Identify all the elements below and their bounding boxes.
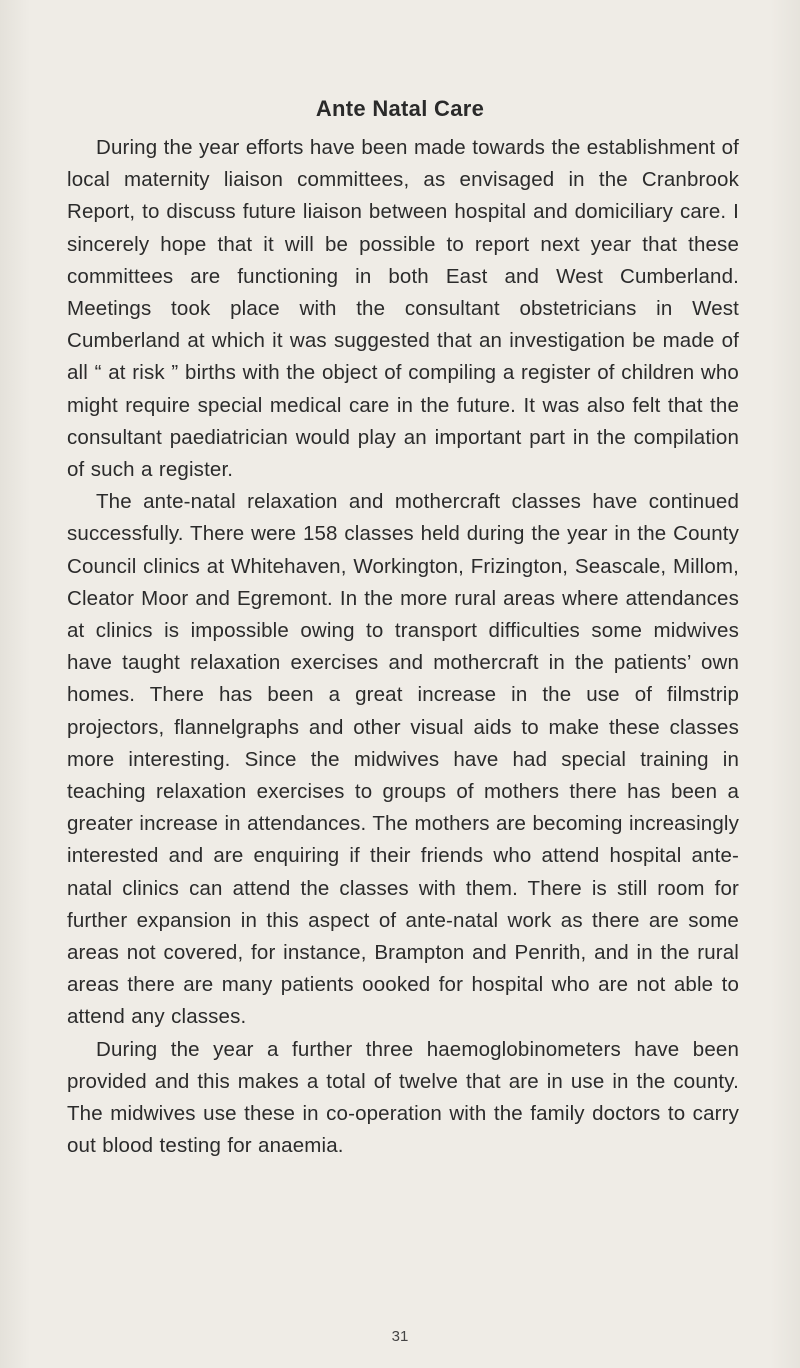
section-heading: Ante Natal Care <box>315 96 485 121</box>
paragraph-relaxation-classes: The ante-natal relaxation and mothercraft classes have continued successfully. There were 158 classes held during the year in the County Council clinics at Whitehaven, Workington, Frizington, Seascale, Millom, Cleator Moor and Egremont. In the more rural areas where attendances at clinics is impossible owing to transport difficulties some midwives have taught relaxation exercises and mothercraft in the patients’ own homes. There has been a great increase in the use of filmstrip projectors, flannelgraphs and other visual aids to make these classes more interesting. Since the midwives have had special training in teaching relaxation exercises to groups of mothers there has been a greater increase in attendances. The mothers are becoming increasingly interested and are enquiring if their friends who attend hospital ante-natal clinics can attend the classes with them. There is still room for further expansion in this aspect of ante-natal work as there are some areas not covered, for instance, Brampton and Penrith, and in the rural areas there are many patients oooked for hospital who are not able to attend any classes. <box>67 490 739 1029</box>
paragraph-haemoglobinometers: During the year a further three haemoglobinometers have been provided and this makes a total of twelve that are in use in the county. The midwives use these in co-operation with the family doctors to carry out blood testing for anaemia. <box>67 1037 739 1158</box>
body-text <box>67 132 739 1163</box>
page-number: 31 <box>391 1328 409 1345</box>
paragraph-liaison-committees: During the year efforts have been made towards the establishment of local maternity liaison committees, as envisaged in the Cranbrook Report, to discuss future liaison between hospital and domiciliary care. I sincerely hope that it will be possible to report next year that these committees are functioning in both East and West Cumberland. Meetings took place with the consultant obstetricians in West Cumberland at which it was suggested that an investigation be made of all “ at risk ” births with the object of compiling a register of children who might require special medical care in the future. It was also felt that the consultant paediatrician would play an important part in the compilation of such a register. <box>67 136 739 482</box>
